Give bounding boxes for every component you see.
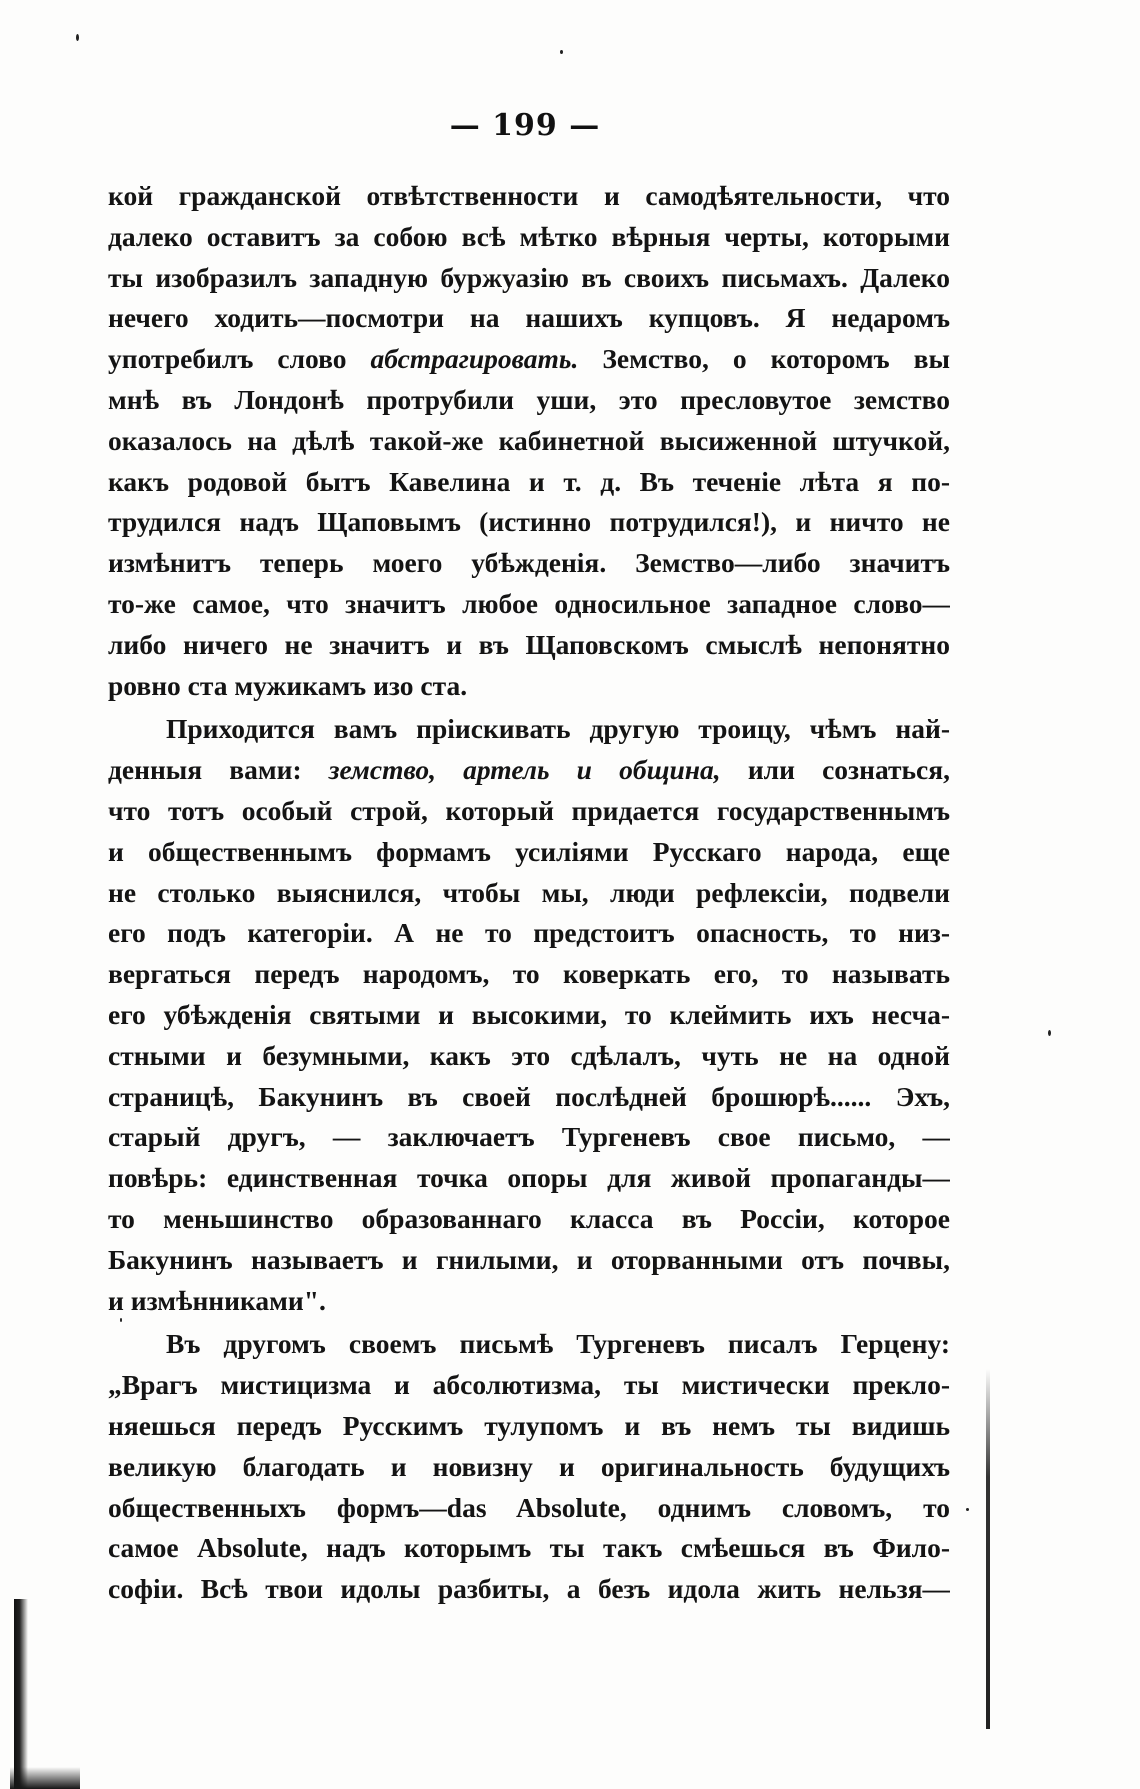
paragraph-1: [108, 176, 950, 706]
text-line: Въ другомъ своемъ письмѣ Тургеневъ писалъ Герцену:: [166, 1328, 950, 1360]
text-line: Бакунинъ называетъ и гнилыми, и оторванными отъ почвы,: [108, 1243, 950, 1275]
italic-emphasis: артель и община,: [463, 754, 721, 786]
text-line: его подъ категоріи. А не то предстоитъ опасность, то низ-: [108, 917, 950, 949]
text-line: то меньшинство образованнаго класса въ Россіи, которое: [108, 1202, 950, 1234]
scan-speck: [560, 50, 563, 54]
text-line: не столько выяснился, чтобы мы, люди рефлексіи, подвели: [108, 876, 950, 908]
text-line: ты изобразилъ западную буржуазію въ своихъ письмахъ. Далеко: [108, 261, 950, 293]
scan-speck: [1048, 1030, 1051, 1036]
text-line: либо ничего не значитъ и въ Щаповскомъ смыслѣ непонятно: [108, 628, 950, 660]
paragraph-2: [108, 709, 950, 1321]
text-line: общественныхъ формъ—das Absolute, однимъ словомъ, то: [108, 1491, 950, 1523]
text-line: самое Absolute, надъ которымъ ты такъ смѣешься въ Фило-: [108, 1532, 950, 1564]
scan-edge-shadow: [14, 1599, 28, 1789]
text-line: мнѣ въ Лондонѣ протрубили уши, это пресловутое земство: [108, 383, 950, 415]
page-number: — 199 —: [449, 108, 601, 143]
scan-edge-shadow: [986, 1369, 990, 1729]
text-line: то-же самое, что значитъ любое односильное западное слово—: [108, 587, 950, 619]
scan-speck: [966, 1508, 969, 1511]
italic-emphasis: абстрагировать.: [370, 343, 579, 375]
text-line: великую благодать и новизну и оригинальность будущихъ: [108, 1450, 950, 1482]
text-line: Приходится вамъ прiискивать другую троицу, чѣмъ най-: [166, 713, 950, 745]
text-line: измѣнитъ теперь моего убѣжденія. Земство—либо значитъ: [108, 547, 950, 579]
text-line: софіи. Всѣ твои идолы разбиты, а безъ идола жить нельзя—: [108, 1573, 950, 1605]
scan-speck: [120, 1318, 122, 1322]
text-line: старый другъ, — заключаетъ Тургеневъ свое письмо, —: [108, 1121, 950, 1153]
text-line: оказалось на дѣлѣ такой-же кабинетной высиженной штучкой,: [108, 424, 950, 456]
text-line: ровно ста мужикамъ изо ста.: [108, 669, 468, 701]
text-line: и общественнымъ формамъ усиліями Русскаго народа, еще: [108, 835, 950, 867]
text-line: няешься передъ Русскимъ тулупомъ и въ немъ ты видишь: [108, 1409, 950, 1441]
text-line: употребилъ слово абстрагировать. Земство, о которомъ вы: [108, 343, 950, 375]
text-line: страницѣ, Бакунинъ въ своей послѣдней брошюрѣ...... Эхъ,: [108, 1080, 950, 1112]
text-line: нечего ходить—посмотри на нашихъ купцовъ. Я недаромъ: [108, 302, 950, 334]
text-line: повѣрь: единственная точка опоры для живой пропаганды—: [108, 1162, 950, 1194]
text-line: какъ родовой бытъ Кавелина и т. д. Въ теченіе лѣта я по-: [108, 465, 950, 497]
text-line: стными и безумными, какъ это сдѣлалъ, чуть не на одной: [108, 1039, 950, 1071]
italic-emphasis: земство,: [328, 754, 437, 786]
paragraph-3: [108, 1324, 950, 1610]
text-line: что тотъ особый строй, который придается государственнымъ: [108, 794, 950, 826]
text-line: „Врагъ мистицизма и абсолютизма, ты мистически прекло-: [108, 1369, 950, 1401]
text-line: и измѣнниками".: [108, 1284, 326, 1316]
text-line: кой гражданской отвѣтственности и самодѣятельности, что: [108, 180, 950, 211]
text-line: его убѣжденія святыми и высокими, то клеймить ихъ несча-: [108, 998, 950, 1030]
scan-edge-shadow: [10, 1767, 80, 1789]
text-line: далеко оставитъ за собою всѣ мѣтко вѣрныя черты, которыми: [108, 220, 950, 252]
text-line: трудился надъ Щаповымъ (истинно потрудился!), и ничто не: [108, 506, 950, 538]
scan-speck: [76, 34, 79, 41]
body-text: [108, 176, 950, 1610]
text-line: денныя вами: земство, артель и община, или сознаться,: [108, 754, 950, 786]
text-line: вергаться передъ народомъ, то коверкать его, то называть: [108, 958, 950, 990]
